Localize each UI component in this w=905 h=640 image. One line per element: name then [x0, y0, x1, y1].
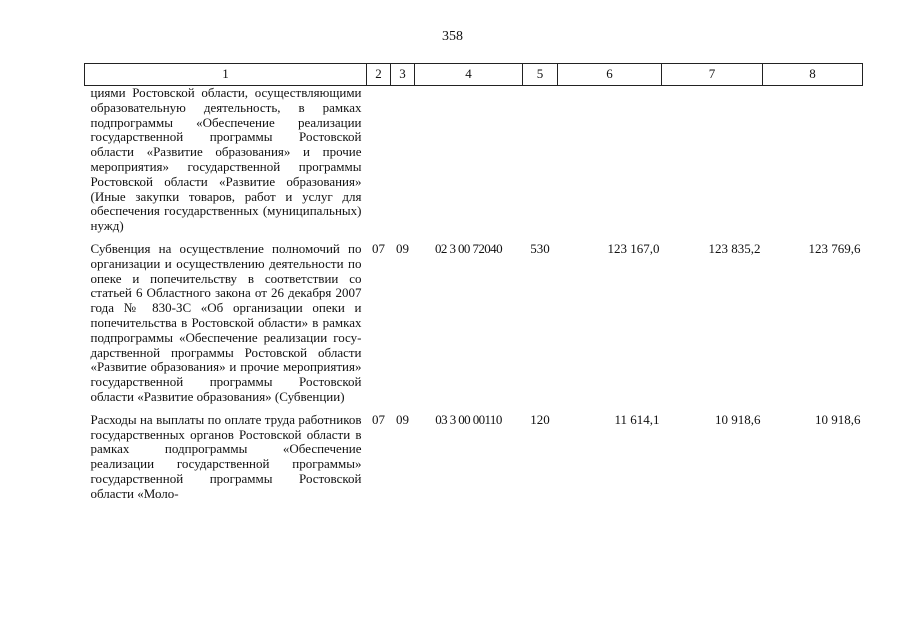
column-header: 7 — [662, 64, 763, 86]
row-description: Субвенция на осуществление полномочий по организации и осуществлению деятельности по опеке и попечительству в соответствии со статьей 6 Областного закона от 26 декабря 2007 года № 830-ЗС «Об организации опеки и попечительства в Ростовской области» в рамках подпрограммы «Обеспечение реализации государственной программы Ростовской области «Развитие образования» и прочие мероприятия» государственной программы Ростовской области «Развитие образования» (Субвенции) — [90, 240, 362, 404]
row-amount-col6: 11 614,1 — [614, 411, 660, 427]
table-row — [85, 86, 863, 240]
row-description: циями Ростовской области, осуществляющими образовательную деятельность, в рамках подпрограммы «Обеспечение реализации государственной программы Ростовской области «Развитие образования» и прочие мероприятия» государственной программы Ростовской области «Развитие образования» (Иные закупки товаров, работ и услуг для обеспечения государственных (муниципальных) нужд) — [90, 85, 362, 234]
column-header: 6 — [558, 64, 662, 86]
row-description: Расходы на выплаты по оплате труда работников государственных органов Ростовской области в рамках подпрограммы «Обеспечение реализации государственной программы» государственной программы Ростовской области «Моло- — [90, 411, 362, 501]
row-expense-type: 530 — [530, 240, 550, 256]
column-header: 8 — [763, 64, 863, 86]
row-amount-col8 — [763, 86, 863, 240]
row-section-code: 07 — [372, 240, 385, 256]
row-target-article — [415, 86, 523, 240]
column-header: 3 — [391, 64, 415, 86]
column-header: 4 — [415, 64, 523, 86]
row-target-article: 03 3 00 00110 — [435, 411, 502, 427]
table-row — [85, 240, 863, 411]
column-header: 1 — [85, 64, 367, 86]
table-header-row — [85, 64, 863, 86]
column-header: 2 — [367, 64, 391, 86]
row-amount-col7: 123 835,2 — [708, 240, 761, 256]
row-subsection-code: 09 — [396, 411, 409, 427]
row-expense-type: 120 — [530, 411, 550, 427]
row-subsection-code: 09 — [396, 240, 409, 256]
row-expense-type — [523, 86, 558, 240]
row-subsection-code — [391, 86, 415, 240]
row-amount-col8: 123 769,6 — [808, 240, 861, 256]
budget-table — [84, 63, 863, 508]
row-section-code: 07 — [372, 411, 385, 427]
row-amount-col8: 10 918,6 — [815, 411, 861, 427]
row-section-code — [367, 86, 391, 240]
column-header: 5 — [523, 64, 558, 86]
row-amount-col7: 10 918,6 — [715, 411, 761, 427]
page-number: 358 — [442, 29, 463, 44]
row-amount-col7 — [662, 86, 763, 240]
row-target-article: 02 3 00 72040 — [435, 240, 502, 256]
row-amount-col6: 123 167,0 — [607, 240, 660, 256]
table-row — [85, 411, 863, 508]
row-amount-col6 — [558, 86, 662, 240]
